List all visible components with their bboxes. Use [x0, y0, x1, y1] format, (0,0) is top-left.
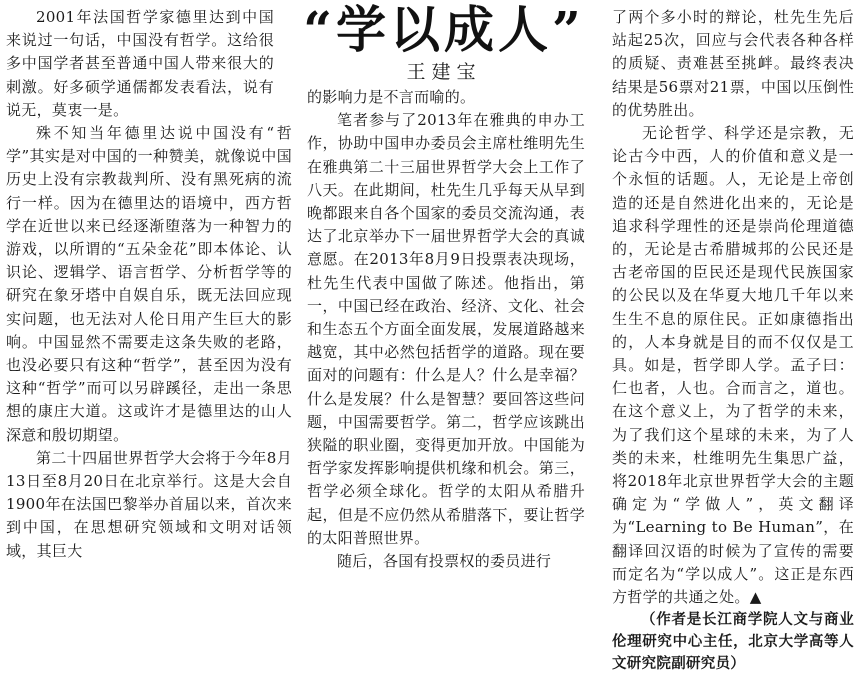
paragraph: 2001年法国哲学家德里达到中国来说过一句话，中国没有哲学。这给很多中国学者甚至普通中国人带来很大的刺激。好多硕学通儒都发表看法，说有说无，莫衷一是。 [6, 8, 274, 119]
paragraph: 第二十四届世界哲学大会将于今年8月13日至8月20日在北京举行。这是大会自1900年在法国巴黎举办首届以来，首次来到中国，在思想研究领域和文明对话领域，其巨大 [6, 448, 292, 560]
paragraph: 的影响力是不言而喻的。 [307, 88, 476, 106]
paragraph: 殊不知当年德里达说中国没有“哲学”其实是对中国的一种赞美，就像说中国历史上没有宗教裁判所、没有黑死病的流行一样。因为在德里达的语境中，西方哲学在近世以来已经逐渐堕落为一种智力的游戏，以所谓的“五朵金花”即本体论、认识论、逻辑学、语言哲学、分析哲学等的研究在象牙塔中自娱自乐，既无法回应现实问题，也无法对人伦日用产生巨大的影响。中国显然不需要走这条失败的老路，也没必要只有这种“哲学”，甚至因为没有这种“哲学”而可以另辟蹊径，走出一条思想的康庄大道。这或许才是德里达的山人深意和殷切期望。 [6, 124, 292, 444]
author-note: （作者是长江商学院人文与商业伦理研究中心主任，北京大学高等人文研究院副研究员） [612, 612, 854, 673]
article-title: “学以成人” [303, 0, 585, 59]
article-author: 王建宝 [406, 61, 482, 83]
column-2 [307, 6, 585, 573]
paragraph [612, 122, 854, 609]
column-3 [612, 6, 854, 675]
paragraph: 随后，各国有投票权的委员进行 [337, 552, 552, 571]
paragraph: 了两个多小时的辩论，杜先生先后站起25次，回应与会代表各种各样的质疑、责难甚至挑衅。最终表决结果是56票对21票，中国以压倒性的优势胜出。 [612, 8, 854, 119]
paragraph: 笔者参与了2013年在雅典的申办工作，协助中国申办委员会主席杜维明先生在雅典第二十三届世界哲学大会上工作了八天。在此期间，杜先生几乎每天从早到晚都跟来自各个国家的委员交流沟通，表达了北京举办下一届世界哲学大会的真诚意愿。在2013年8月9日投票表决现场，杜先生代表中国做了陈述。他指出，第一，中国已经在政治、经济、文化、社会和生态五个方面全面发展，发展道路越来越宽，其中必然包括哲学的道路。现在要面对的问题有：什么是人？什么是幸福？什么是发展？什么是智慧？要回答这些问题，中国需要哲学。第二，哲学应该跳出狭隘的职业圈，变得更加开放。中国能为哲学家发挥影响提供机缘和机会。第三，哲学必须全球化。哲学的太阳从希腊升起，但是不应仍然从希腊落下，要让哲学的太阳普照世界。 [307, 111, 585, 547]
paragraph-text: 无论哲学、科学还是宗教，无论古今中西，人的价值和意义是一个永恒的话题。人，无论是上帝创造的还是自然进化出来的，无论是追求科学理性的还是崇尚伦理道德的，无论是古希腊城邦的公民还是古老帝国的臣民还是现代民族国家的公民以及在华夏大地几千年以来生生不息的原住民。正如康德指出的，人本身就是目的而不仅仅是工具。如是，哲学即人学。孟子曰：仁也者，人也。合而言之，道也。在这个意义上，为了哲学的未来，为了我们这个星球的未来，为了人类的未来，杜维明先生集思广益，将2018年北京世界哲学大会的主题确定为“学做人”，英文翻译为“Learning to Be Human”，在翻译回汉语的时候为了宣传的需要而定名为“学以成人”。这正是东西方哲学的共通之处。 [612, 124, 854, 607]
column-1 [6, 6, 292, 563]
end-mark-icon: ▲ [749, 588, 762, 607]
